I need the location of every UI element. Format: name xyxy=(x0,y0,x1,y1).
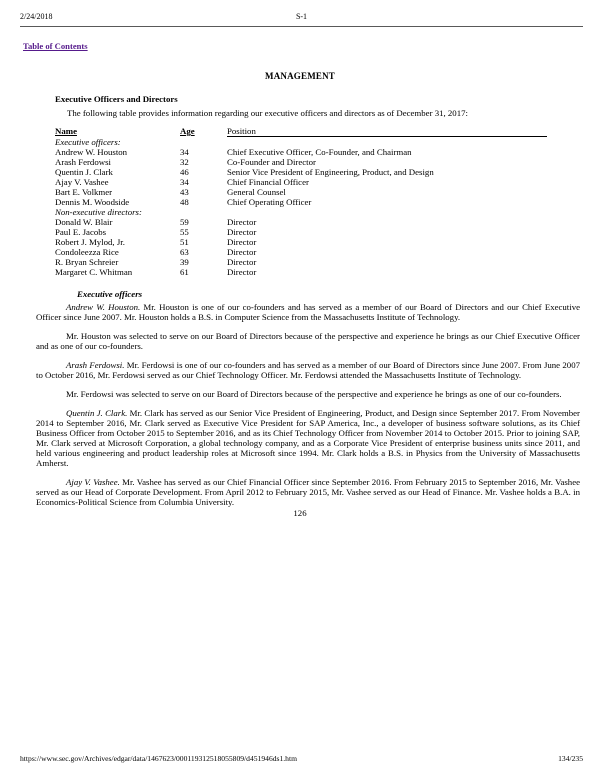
bio-paragraph xyxy=(36,331,580,351)
officer-name: Dennis M. Woodside xyxy=(55,196,130,207)
officer-position: Chief Executive Officer, Co-Founder, and Chairman xyxy=(227,146,412,157)
table-row xyxy=(55,147,547,157)
bio-text: Mr. Houston was selected to serve on our Board of Directors because of the perspective and experience he brings as our Chief Executive Officer and as one of our co-founders. xyxy=(36,330,580,351)
director-name: Condoleezza Rice xyxy=(55,246,119,257)
document-code: S-1 xyxy=(295,12,308,21)
bio-paragraph xyxy=(36,477,580,507)
header-divider xyxy=(20,26,583,27)
table-row xyxy=(55,227,547,237)
table-row xyxy=(55,217,547,227)
column-header-age: Age xyxy=(180,126,195,136)
table-row xyxy=(55,187,547,197)
bio-text: Mr. Ferdowsi is one of our co-founders and has served as a member of our Board of Directors since June 2007. From June 2007 to October 2016, Mr. Ferdowsi served as our Chief Technology Officer. Mr. Ferdowsi attended the Massachusetts Institute of Technology. xyxy=(36,359,580,380)
page-number: 126 xyxy=(293,507,307,518)
officer-age: 48 xyxy=(180,196,189,207)
bio-paragraph xyxy=(36,389,580,399)
officer-age: 34 xyxy=(180,176,189,187)
table-header-row xyxy=(55,123,547,136)
officer-age: 34 xyxy=(180,146,189,157)
officer-position: Chief Financial Officer xyxy=(227,176,309,187)
officer-position: Chief Operating Officer xyxy=(227,196,312,207)
director-name: Margaret C. Whitman xyxy=(55,266,133,277)
table-row xyxy=(55,167,547,177)
footer-url: https://www.sec.gov/Archives/edgar/data/1467623/000119312518055809/d451946ds1.htm xyxy=(20,754,298,763)
officer-age: 46 xyxy=(180,166,189,177)
director-position: Director xyxy=(227,266,257,277)
bio-paragraph xyxy=(36,408,580,468)
table-row xyxy=(55,257,547,267)
table-row xyxy=(55,267,547,277)
officer-position: General Counsel xyxy=(227,186,286,197)
column-header-name: Name xyxy=(55,126,77,136)
officer-position: Co-Founder and Director xyxy=(227,156,316,167)
director-age: 59 xyxy=(180,216,189,227)
column-header-position: Position xyxy=(227,123,547,136)
officer-position: Senior Vice President of Engineering, Product, and Design xyxy=(227,166,434,177)
director-age: 55 xyxy=(180,226,189,237)
director-age: 51 xyxy=(180,236,189,247)
bio-paragraph xyxy=(36,360,580,380)
director-position: Director xyxy=(227,236,257,247)
intro-paragraph: The following table provides information regarding our executive officers and directors as of December 31, 2017: xyxy=(67,108,468,118)
table-row xyxy=(55,197,547,207)
bio-text: Mr. Vashee has served as our Chief Financial Officer since September 2016. From February 2015 to September 2016, Mr. Vashee served as our Head of Corporate Development. From April 2012 to February 2015, Mr. Vashee served as our Head of Finance. Mr. Vashee holds a B.A. in Economics-Political Science from Columbia University. xyxy=(36,476,580,507)
officers-directors-table xyxy=(55,123,547,277)
bio-name-lead: Quentin J. Clark. xyxy=(66,407,128,418)
print-date: 2/24/2018 xyxy=(20,12,53,21)
officer-name: Arash Ferdowsi xyxy=(55,156,111,167)
director-name: Robert J. Mylod, Jr. xyxy=(55,236,125,247)
bios-section xyxy=(36,302,580,507)
table-row xyxy=(55,237,547,247)
group-label-non-executive-directors: Non-executive directors: xyxy=(55,206,142,217)
director-position: Director xyxy=(227,226,257,237)
table-row xyxy=(55,247,547,257)
bio-text: Mr. Houston is one of our co-founders and has served as a member of our Board of Directors and our Chief Executive Officer since June 2007. Mr. Houston holds a B.S. in Computer Science from the Massachusetts Institute of Technology. xyxy=(36,301,580,322)
director-age: 61 xyxy=(180,266,189,277)
bio-name-lead: Ajay V. Vashee. xyxy=(66,476,120,487)
officer-name: Bart E. Volkmer xyxy=(55,186,113,197)
officer-name: Andrew W. Houston xyxy=(55,146,128,157)
director-age: 39 xyxy=(180,256,189,267)
officer-name: Quentin J. Clark xyxy=(55,166,113,177)
table-row xyxy=(55,177,547,187)
officer-age: 43 xyxy=(180,186,189,197)
table-row xyxy=(55,157,547,167)
director-position: Director xyxy=(227,246,257,257)
bio-name-lead: Andrew W. Houston. xyxy=(66,301,141,312)
officer-name: Ajay V. Vashee xyxy=(55,176,109,187)
page-title: MANAGEMENT xyxy=(265,71,335,81)
director-name: Paul E. Jacobs xyxy=(55,226,107,237)
bio-paragraph xyxy=(36,302,580,322)
director-name: R. Bryan Schreier xyxy=(55,256,119,267)
group-label-executive-officers: Executive officers: xyxy=(55,136,121,147)
director-position: Director xyxy=(227,216,257,227)
director-name: Donald W. Blair xyxy=(55,216,113,227)
officer-age: 32 xyxy=(180,156,189,167)
director-position: Director xyxy=(227,256,257,267)
bios-heading: Executive officers xyxy=(77,288,143,299)
table-of-contents-link[interactable]: Table of Contents xyxy=(23,41,88,51)
section-heading: Executive Officers and Directors xyxy=(55,94,178,104)
bio-text: Mr. Clark has served as our Senior Vice President of Engineering, Product, and Design since September 2017. From November 2014 to September 2016, Mr. Clark served as Executive Vice President for SAP America, Inc., a developer of business software solutions, as its Chief Business Officer from October 2015 to September 2016, and as its Chief Technology Officer from November 2014 to October 2015. Prior to joining SAP, Mr. Clark served at Microsoft Corporation, a global technology company, and as a Corporate Vice President of enterprise business units since 2011, and held various engineering and product leadership roles at Microsoft since 1994. Mr. Clark holds a B.S. in Physics from the University of Massachusetts Amherst. xyxy=(36,407,580,468)
bio-text: Mr. Ferdowsi was selected to serve on our Board of Directors because of the perspective and experience he brings as one of our co-founders. xyxy=(66,388,562,399)
bio-name-lead: Arash Ferdowsi. xyxy=(66,359,125,370)
director-age: 63 xyxy=(180,246,189,257)
footer-pagination: 134/235 xyxy=(558,754,583,763)
